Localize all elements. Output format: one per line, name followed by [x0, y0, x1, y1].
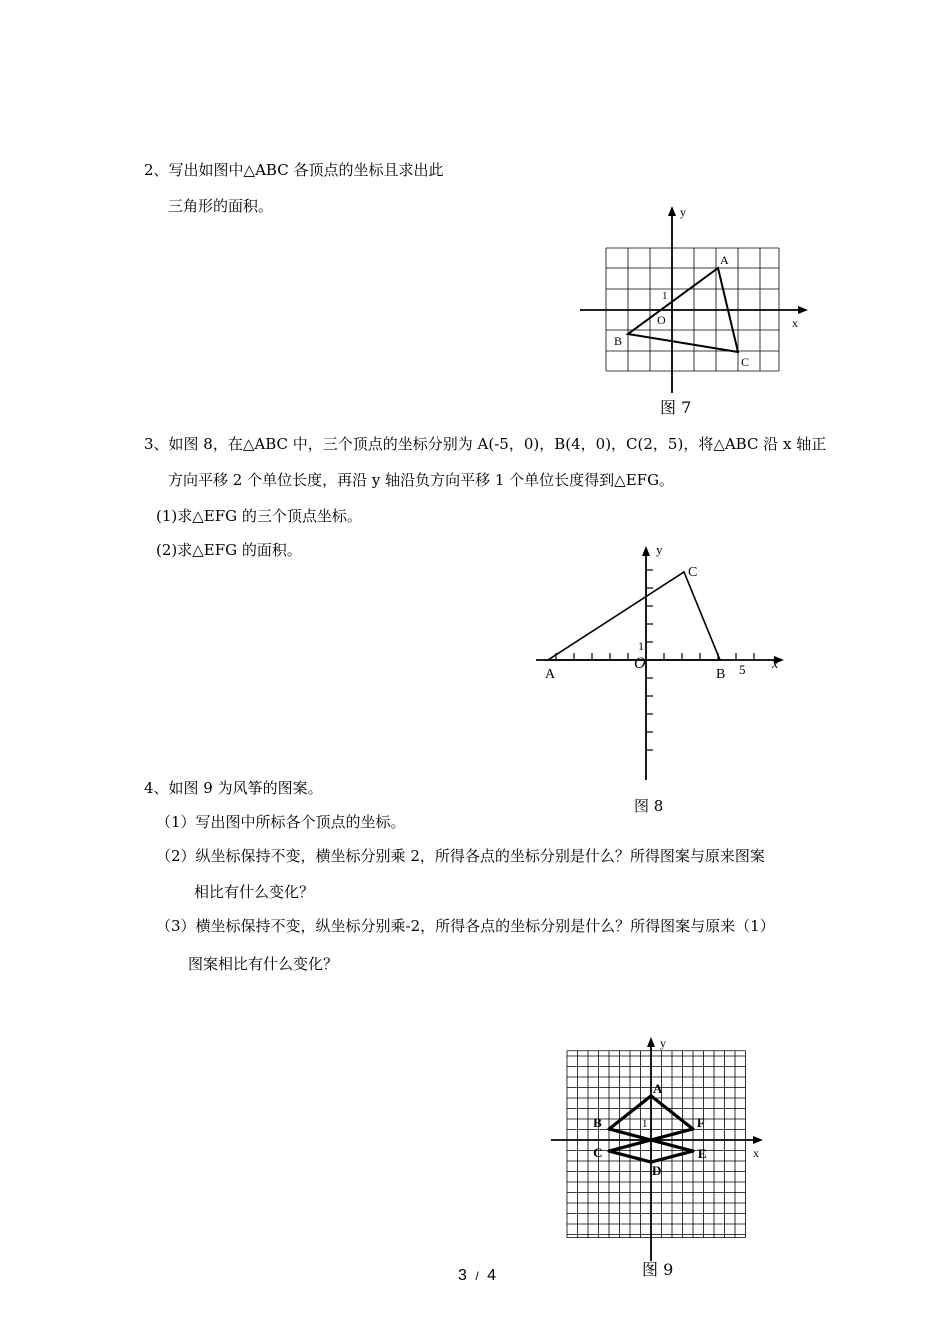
- figure-8: [530, 540, 790, 785]
- fig9-point-label-f: F: [696, 1114, 705, 1130]
- fig7-y-label: y: [680, 205, 686, 219]
- fig7-origin-label: O: [657, 313, 666, 327]
- fig8-x-label: x: [772, 657, 779, 672]
- q4-part2a: （2）纵坐标保持不变，横坐标分别乘 2，所得各点的坐标分别是什么？所得图案与原来图案: [156, 847, 765, 865]
- fig8-y-arrow: [642, 546, 650, 556]
- q4-line1: 4、如图 9 为风筝的图案。: [144, 779, 323, 797]
- fig8-point-b-label: B: [716, 667, 726, 682]
- fig8-caption: 图 8: [634, 797, 664, 815]
- fig8-five-label: 5: [739, 662, 746, 677]
- fig7-point-b-label: B: [614, 334, 623, 348]
- figure-9: [545, 1033, 775, 1265]
- fig9-point-label-a: A: [653, 1080, 663, 1096]
- fig8-point-c-label: C: [688, 565, 698, 580]
- fig9-y-arrow: [647, 1037, 655, 1047]
- fig8-triangle-abc: [548, 572, 720, 660]
- fig7-y-arrow: [668, 206, 676, 216]
- fig7-x-arrow: [798, 306, 808, 314]
- q3-part2: (2)求△EFG 的面积。: [156, 541, 302, 559]
- q3-line2: 方向平移 2 个单位长度，再沿 y 轴沿负方向平移 1 个单位长度得到△EFG。: [168, 471, 675, 489]
- page-current: 3: [458, 1267, 467, 1284]
- fig8-x-ticks: [556, 653, 754, 660]
- fig9-point-label-c: C: [593, 1145, 603, 1161]
- fig9-y-label: y: [660, 1036, 666, 1050]
- fig9-point-label-e: E: [697, 1146, 707, 1162]
- fig7-caption: 图 7: [660, 398, 692, 417]
- q4-part1: （1）写出图中所标各个顶点的坐标。: [156, 813, 406, 831]
- q4-part3b: 图案相比有什么变化？: [188, 955, 339, 973]
- page-number: [458, 1267, 496, 1285]
- q4-part3a: （3）横坐标保持不变，纵坐标分别乘-2，所得各点的坐标分别是什么？所得图案与原来（1）: [156, 917, 775, 935]
- q4-part2b: 相比有什么变化？: [194, 883, 315, 901]
- page-total: 4: [487, 1267, 497, 1284]
- fig9-point-label-d: D: [652, 1163, 662, 1179]
- fig8-y-label: y: [656, 542, 663, 557]
- fig9-unit-label: 1: [642, 1118, 648, 1130]
- fig9-caption: 图 9: [642, 1260, 674, 1279]
- fig9-x-label: x: [753, 1146, 759, 1160]
- q2-line1: 2、写出如图中△ABC 各顶点的坐标且求出此: [144, 161, 444, 179]
- fig9-x-arrow: [753, 1136, 763, 1144]
- fig7-point-a-label: A: [720, 253, 729, 267]
- fig8-point-a-label: A: [545, 667, 556, 682]
- q3-line1: 3、如图 8，在△ABC 中，三个顶点的坐标分别为 A(-5，0)，B(4，0)，C(2，5)，将△ABC 沿 x 轴正: [144, 435, 827, 453]
- fig7-x-label: x: [792, 316, 798, 330]
- fig7-point-c-label: C: [741, 355, 750, 369]
- page-separator: /: [475, 1269, 479, 1283]
- q3-part1: (1)求△EFG 的三个顶点坐标。: [156, 507, 362, 525]
- q2-line2: 三角形的面积。: [168, 197, 274, 215]
- fig8-unit-label: 1: [638, 639, 644, 653]
- figure-7: [576, 200, 816, 405]
- fig9-point-label-b: B: [593, 1114, 602, 1130]
- fig7-unit-label: 1: [662, 290, 668, 302]
- fig8-origin-label: O: [634, 655, 646, 672]
